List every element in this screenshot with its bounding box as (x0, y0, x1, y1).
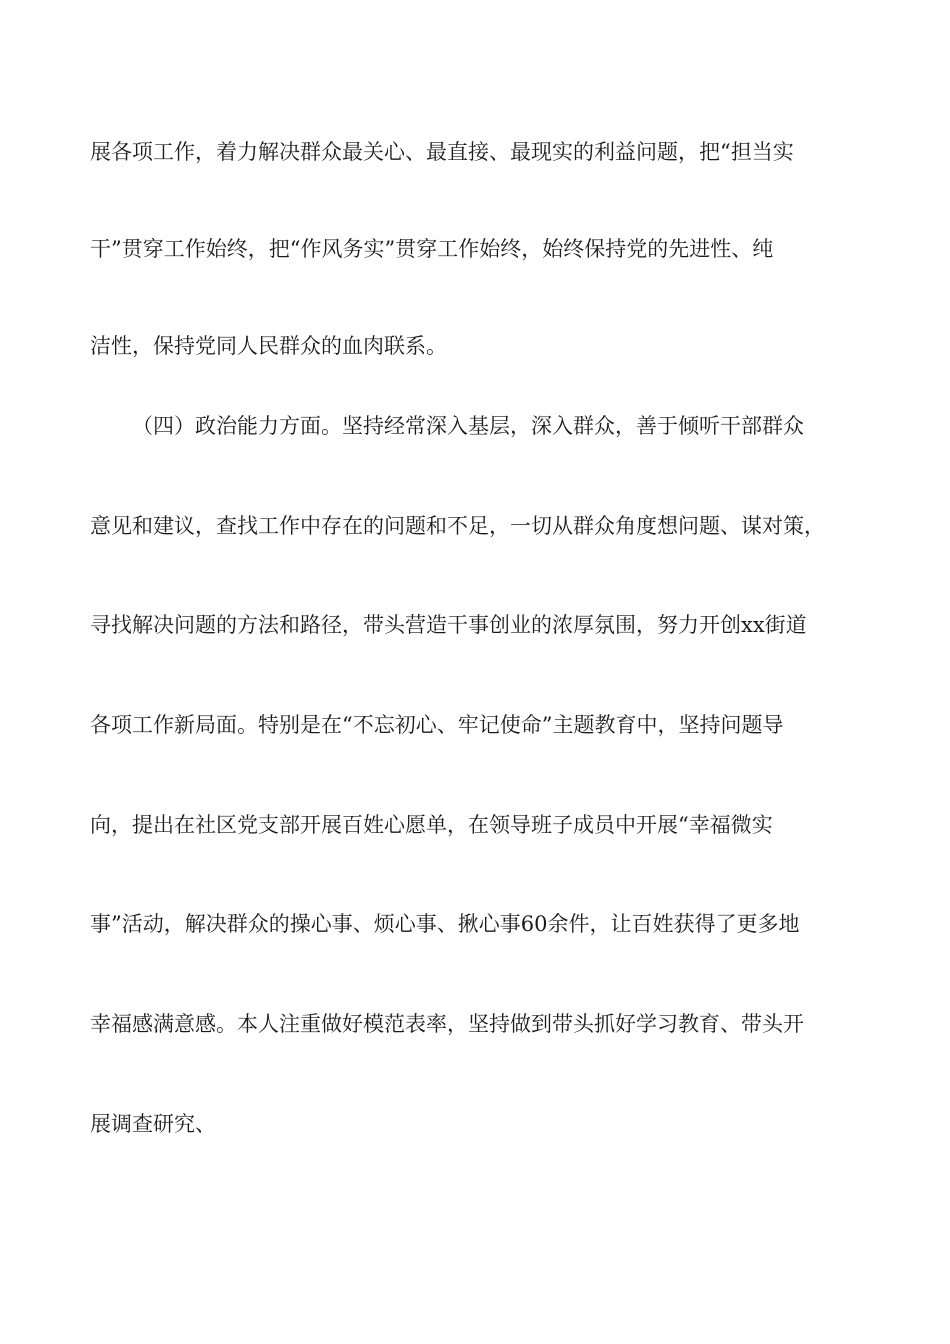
text-line: 展调查研究、 (90, 1112, 216, 1136)
paragraph-start-line: （四）政治能力方面。坚持经常深入基层，深入群众，善于倾听干部群众 (132, 414, 804, 438)
text-line: 幸福感满意感。本人注重做好模范表率，坚持做到带头抓好学习教育、带头开 (90, 1012, 804, 1036)
text-line: 各项工作新局面。特别是在“不忘初心、牢记使命”主题教育中，坚持问题导 (90, 713, 784, 737)
text-line: 展各项工作，着力解决群众最关心、最直接、最现实的利益问题，把“担当实 (90, 140, 794, 164)
text-line: 洁性，保持党同人民群众的血肉联系。 (90, 334, 447, 358)
text-line: 事”活动，解决群众的操心事、烦心事、揪心事60余件，让百姓获得了更多地 (90, 912, 800, 936)
text-line: 意见和建议，查找工作中存在的问题和不足，一切从群众角度想问题、谋对策， (90, 514, 825, 538)
text-line: 向，提出在社区党支部开展百姓心愿单，在领导班子成员中开展“幸福微实 (90, 813, 773, 837)
text-line: 寻找解决问题的方法和路径，带头营造干事创业的浓厚氛围，努力开创xx街道 (90, 613, 807, 637)
text-line: 干”贯穿工作始终，把“作风务实”贯穿工作始终，始终保持党的先进性、纯 (90, 237, 774, 261)
